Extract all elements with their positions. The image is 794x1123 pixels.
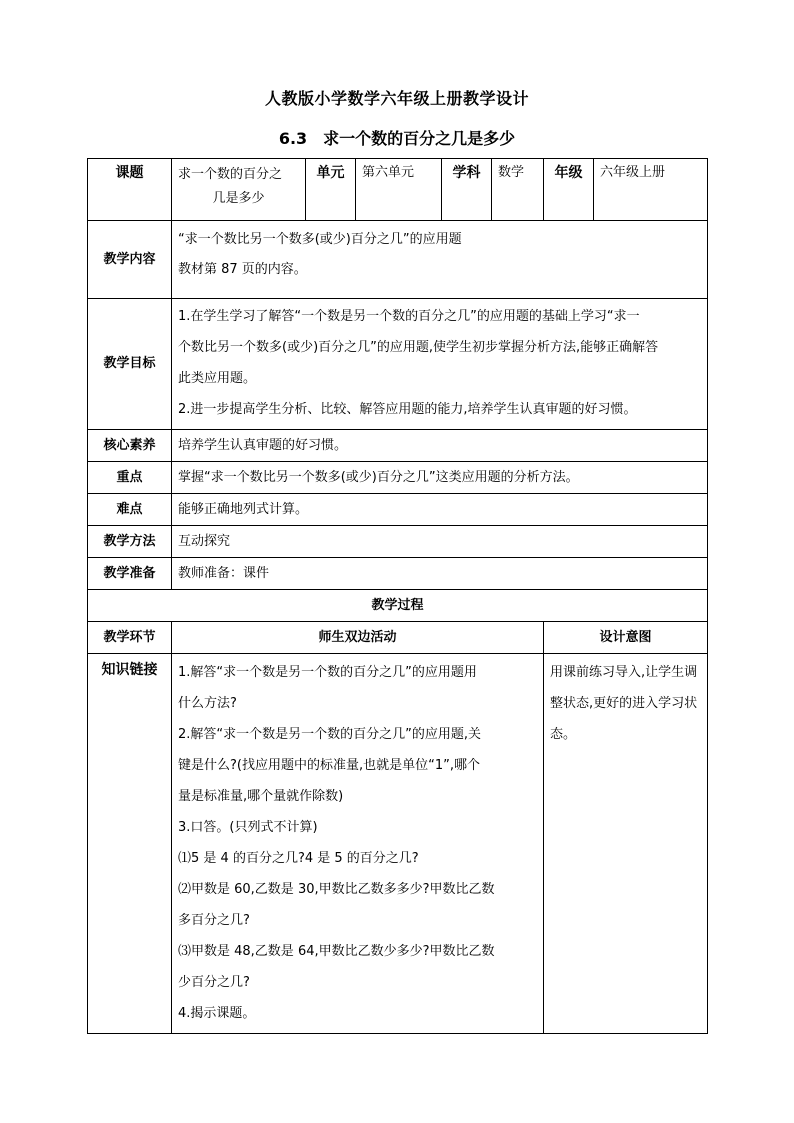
prep-value: 教师准备：课件 [172, 558, 708, 590]
grade-value: 六年级上册 [594, 159, 708, 221]
unit-label: 单元 [306, 159, 356, 221]
activity-line: ⑵甲数是 60,乙数是 30,甲数比乙数多多少?甲数比乙数 [178, 882, 495, 897]
difficulty-row [88, 494, 708, 526]
activity-line: 2.解答“求一个数是另一个数的百分之几”的应用题,关 [178, 727, 482, 742]
activity-line: 什么方法? [178, 696, 237, 711]
activity-line: 量是标准量,哪个量就作除数) [178, 789, 344, 804]
intent-line: 整状态,更好的进入学习状 [550, 696, 698, 711]
focus-value: 掌握“求一个数比另一个数多(或少)百分之几”这类应用题的分析方法。 [172, 462, 708, 494]
grade-label: 年级 [544, 159, 594, 221]
lesson-plan-table [87, 158, 708, 1034]
goals-line: 1.在学生学习了解答“一个数是另一个数的百分之几”的应用题的基础上学习“求一 [178, 309, 640, 324]
process-heading: 教学过程 [88, 590, 708, 622]
topic-value [172, 159, 306, 221]
goals-label: 教学目标 [88, 299, 172, 430]
activity-line: ⑶甲数是 48,乙数是 64,甲数比乙数少多少?甲数比乙数 [178, 944, 495, 959]
activity-line: 键是什么?(找应用题中的标准量,也就是单位“1”,哪个 [178, 758, 480, 773]
activity-cell [172, 654, 544, 1034]
activity-line: 4.揭示课题。 [178, 1006, 256, 1021]
topic-value-line1: 求一个数的百分之 [178, 167, 283, 182]
intent-line: 用课前练习导入,让学生调 [550, 665, 698, 680]
process-heading-row [88, 590, 708, 622]
method-row [88, 526, 708, 558]
subject-value: 数学 [492, 159, 544, 221]
activity-line: 少百分之几? [178, 975, 250, 990]
content-row [88, 221, 708, 299]
difficulty-label: 难点 [88, 494, 172, 526]
content-value [172, 221, 708, 299]
topic-label: 课题 [88, 159, 172, 221]
topic-value-line2: 几是多少 [212, 191, 265, 206]
process-header-row [88, 622, 708, 654]
prep-label: 教学准备 [88, 558, 172, 590]
unit-value: 第六单元 [356, 159, 442, 221]
col-activity-header: 师生双边活动 [172, 622, 544, 654]
content-label: 教学内容 [88, 221, 172, 299]
literacy-label: 核心素养 [88, 430, 172, 462]
content-line: 教材第 87 页的内容。 [178, 262, 307, 277]
goals-row [88, 299, 708, 430]
intent-line: 态。 [550, 727, 577, 742]
focus-label: 重点 [88, 462, 172, 494]
activity-line: 3.口答。(只列式不计算) [178, 820, 318, 835]
difficulty-value: 能够正确地列式计算。 [172, 494, 708, 526]
document-title: 人教版小学数学六年级上册教学设计 [264, 89, 529, 108]
content-line: “求一个数比另一个数多(或少)百分之几”的应用题 [178, 232, 462, 247]
activity-line: ⑴5 是 4 的百分之几?4 是 5 的百分之几? [178, 851, 419, 866]
goals-line: 个数比另一个数多(或少)百分之几”的应用题,使学生初步掌握分析方法,能够正确解答 [178, 340, 659, 355]
method-value: 互动探究 [172, 526, 708, 558]
activity-line: 1.解答“求一个数是另一个数的百分之几”的应用题用 [178, 665, 477, 680]
goals-value [172, 299, 708, 430]
stage-cell: 知识链接 [88, 654, 172, 1034]
col-stage-header: 教学环节 [88, 622, 172, 654]
col-intent-header: 设计意图 [544, 622, 708, 654]
info-row [88, 159, 708, 221]
prep-row [88, 558, 708, 590]
lesson-title: 6.3 求一个数的百分之几是多少 [278, 129, 516, 148]
process-row [88, 654, 708, 1034]
intent-cell [544, 654, 708, 1034]
activity-line: 多百分之几? [178, 913, 250, 928]
focus-row [88, 462, 708, 494]
literacy-row [88, 430, 708, 462]
method-label: 教学方法 [88, 526, 172, 558]
subject-label: 学科 [442, 159, 492, 221]
literacy-value: 培养学生认真审题的好习惯。 [172, 430, 708, 462]
goals-line: 2.进一步提高学生分析、比较、解答应用题的能力,培养学生认真审题的好习惯。 [178, 402, 637, 417]
goals-line: 此类应用题。 [178, 371, 257, 386]
